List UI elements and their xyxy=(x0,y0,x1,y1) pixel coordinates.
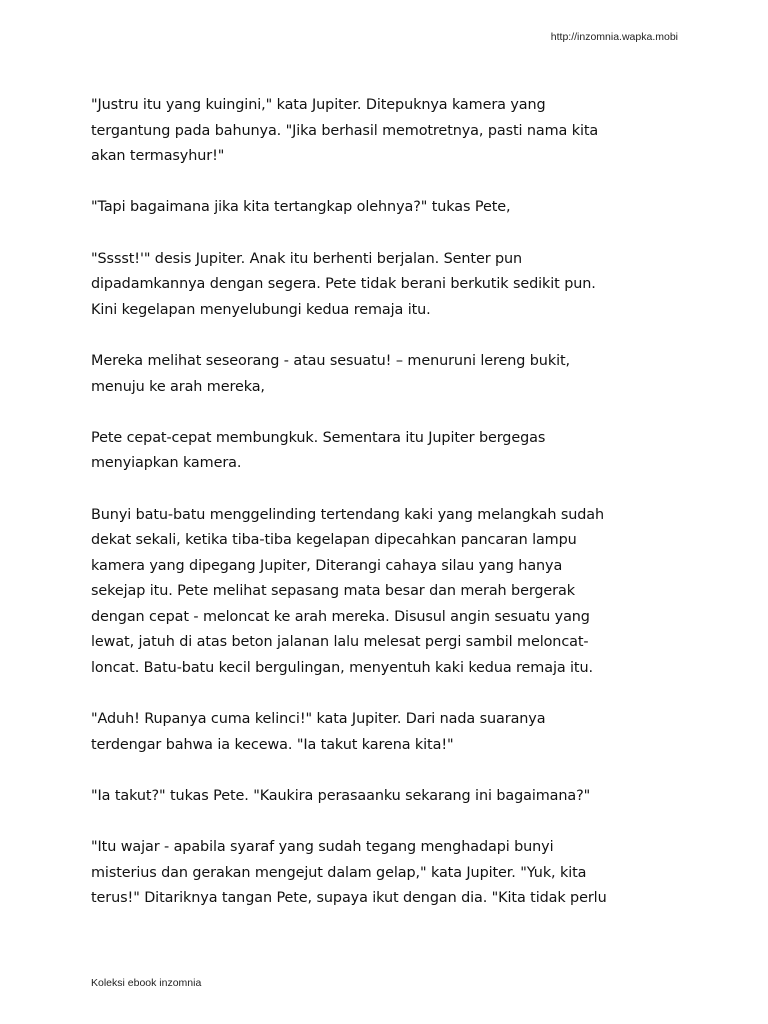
text-line: misterius dan gerakan mengejut dalam gelap," kata Jupiter. "Yuk, kita xyxy=(91,864,587,881)
text-line: "Tapi bagaimana jika kita tertangkap olehnya?" tukas Pete, xyxy=(91,199,511,216)
text-line: dekat sekali, ketika tiba-tiba kegelapan dipecahkan pancaran lampu xyxy=(91,532,577,549)
text-line: menyiapkan kamera. xyxy=(91,455,242,472)
text-line: tergantung pada bahunya. "Jika berhasil memotretnya, pasti nama kita xyxy=(91,122,599,139)
text-line: lewat, jatuh di atas beton jalanan lalu melesat pergi sambil meloncat- xyxy=(91,634,589,651)
text-line: akan termasyhur!" xyxy=(91,148,225,165)
text-line: Kini kegelapan menyelubungi kedua remaja itu. xyxy=(91,301,431,318)
footer-text: Koleksi ebook inzomnia xyxy=(91,977,202,989)
paragraph xyxy=(91,247,691,324)
text-line: "Justru itu yang kuingini," kata Jupiter. Ditepuknya kamera yang xyxy=(91,97,546,113)
text-line: dipadamkannya dengan segera. Pete tidak berani berkutik sedikit pun. xyxy=(91,276,596,293)
paragraph xyxy=(91,835,691,912)
paragraph xyxy=(91,93,691,170)
text-line: loncat. Batu-batu kecil bergulingan, menyentuh kaki kedua remaja itu. xyxy=(91,660,593,677)
paragraph xyxy=(91,195,691,221)
text-line: "Sssst!'" desis Jupiter. Anak itu berhenti berjalan. Senter pun xyxy=(91,250,523,267)
text-line: Bunyi batu-batu menggelinding tertendang kaki yang melangkah sudah xyxy=(91,506,605,523)
header-url: http://inzomnia.wapka.mobi xyxy=(550,31,678,43)
text-line: Mereka melihat seseorang - atau sesuatu! – menuruni lereng bukit, xyxy=(91,352,570,369)
text-line: "Itu wajar - apabila syaraf yang sudah tegang menghadapi bunyi xyxy=(91,839,554,856)
text-line: "Aduh! Rupanya cuma kelinci!" kata Jupiter. Dari nada suaranya xyxy=(91,711,546,728)
page-body xyxy=(91,93,691,938)
text-line: dengan cepat - meloncat ke arah mereka. Disusul angin sesuatu yang xyxy=(91,608,590,625)
text-line: "Ia takut?" tukas Pete. "Kaukira perasaanku sekarang ini bagaimana?" xyxy=(91,788,591,805)
paragraph xyxy=(91,349,691,400)
paragraph xyxy=(91,503,691,682)
text-line: menuju ke arah mereka, xyxy=(91,378,265,395)
text-line: kamera yang dipegang Jupiter, Diterangi cahaya silau yang hanya xyxy=(91,557,563,574)
text-line: sekejap itu. Pete melihat sepasang mata besar dan merah bergerak xyxy=(91,583,575,600)
paragraph xyxy=(91,707,691,758)
paragraph xyxy=(91,784,691,810)
text-line: Pete cepat-cepat membungkuk. Sementara itu Jupiter bergegas xyxy=(91,429,546,446)
text-line: terus!" Ditariknya tangan Pete, supaya ikut dengan dia. "Kita tidak perlu xyxy=(91,890,607,907)
text-line: terdengar bahwa ia kecewa. "Ia takut karena kita!" xyxy=(91,736,454,753)
paragraph xyxy=(91,426,691,477)
